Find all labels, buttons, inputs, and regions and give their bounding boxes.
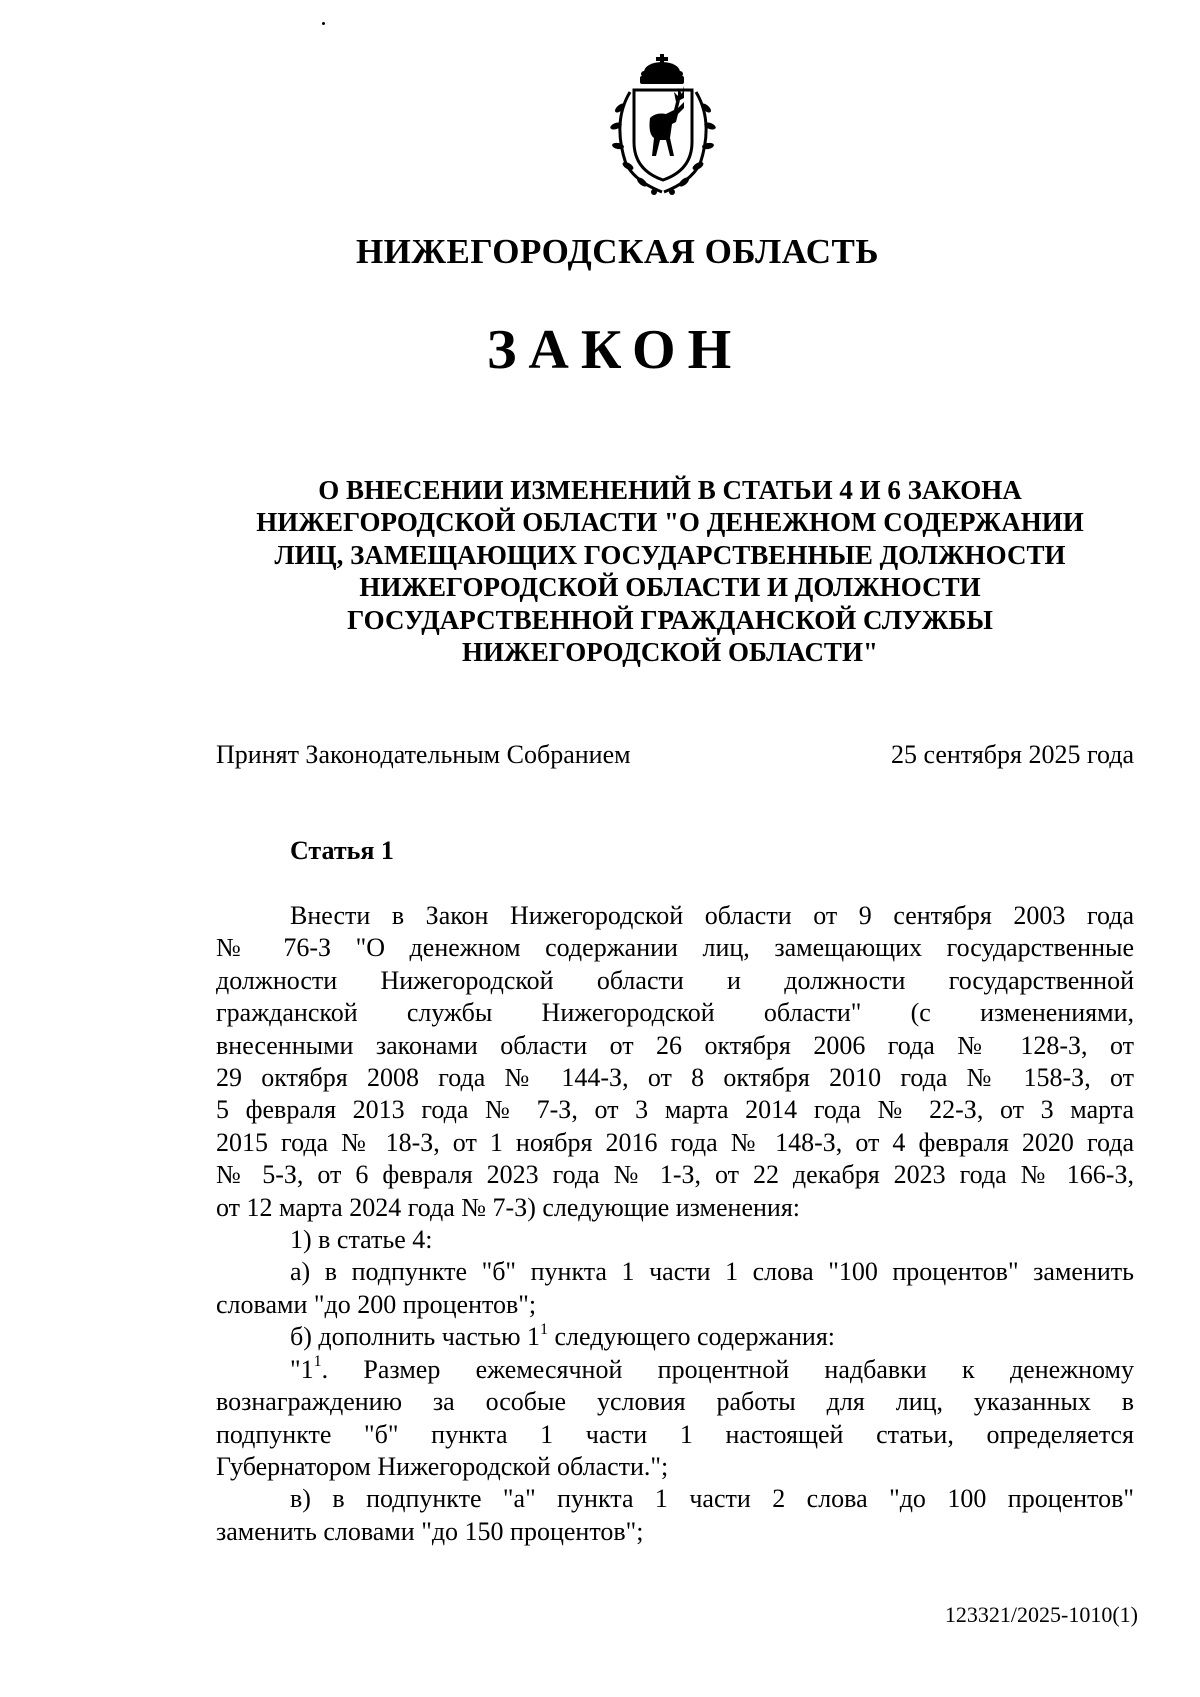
body-line-with-superscript (216, 1354, 1134, 1386)
body-line-part: . Размер ежемесячной процентной надбавки к денежному (321, 1354, 1134, 1384)
body-line-part: следующего содержания: (548, 1322, 836, 1352)
body-line-part: б) дополнить частью 1 (290, 1322, 541, 1352)
adoption-date: 25 сентября 2025 года (890, 740, 1134, 769)
adoption-label: Принят Законодательным Собранием (216, 740, 631, 769)
law-title-line: ГОСУДАРСТВЕННОЙ ГРАЖДАНСКОЙ СЛУЖБЫ (347, 604, 993, 635)
law-title-line: НИЖЕГОРОДСКОЙ ОБЛАСТИ И ДОЛЖНОСТИ (359, 572, 981, 603)
region-name: НИЖЕГОРОДСКАЯ ОБЛАСТЬ (355, 232, 880, 271)
scan-speck (322, 22, 325, 25)
body-line: в) в подпункте "а" пункта 1 части 2 слова "до 100 процентов" (290, 1484, 1134, 1514)
body-line: вознаграждению за особые условия работы для лиц, указанных в (216, 1387, 1134, 1417)
body-line: заменить словами "до 150 процентов"; (216, 1516, 644, 1546)
document-type-heading: ЗАКОН (486, 319, 744, 381)
law-title-line: ЛИЦ, ЗАМЕЩАЮЩИХ ГОСУДАРСТВЕННЫЕ ДОЛЖНОСТИ (274, 539, 1066, 570)
law-title-line: НИЖЕГОРОДСКОЙ ОБЛАСТИ" (462, 637, 878, 668)
document-registration-number: 123321/2025-1010(1) (944, 1602, 1138, 1627)
coat-of-arms-emblem (604, 52, 734, 202)
law-title-line: О ВНЕСЕНИИ ИЗМЕНЕНИЙ В СТАТЬИ 4 И 6 ЗАКОНА (318, 475, 1022, 505)
body-line: внесенными законами области от 26 октября 2006 года № 128-З, от (216, 1030, 1134, 1060)
body-line: а) в подпункте "б" пункта 1 части 1 слова "100 процентов" заменить (290, 1257, 1134, 1287)
body-line: гражданской службы Нижегородской области" (с изменениями, (216, 998, 1134, 1028)
superscript: 1 (313, 1353, 322, 1371)
body-line: 2015 года № 18-З, от 1 ноября 2016 года № 148-З, от 4 февраля 2020 года (216, 1127, 1134, 1157)
superscript: 1 (540, 1321, 549, 1338)
adoption-info (216, 740, 1134, 770)
body-line: № 76-З "О денежном содержании лиц, замещающих государственные (216, 933, 1134, 963)
body-line: от 12 марта 2024 года № 7-З) следующие изменения: (216, 1192, 801, 1222)
law-title (210, 474, 1130, 668)
body-line: должности Нижегородской области и должности государственной (216, 965, 1134, 995)
law-title-line: НИЖЕГОРОДСКОЙ ОБЛАСТИ "О ДЕНЕЖНОМ СОДЕРЖАНИИ (256, 507, 1084, 538)
body-line: 29 октября 2008 года № 144-З, от 8 октября 2010 года № 158-З, от (216, 1063, 1134, 1093)
article-body (216, 900, 1134, 1548)
body-line: словами "до 200 процентов"; (216, 1289, 537, 1319)
body-line: подпункте "б" пункта 1 части 1 настоящей статьи, определяется (216, 1419, 1134, 1449)
body-line: Внести в Закон Нижегородской области от 9 сентября 2003 года (290, 901, 1134, 930)
body-line-with-superscript (216, 1321, 1134, 1353)
body-line-part: "1 (290, 1354, 314, 1384)
article-heading: Статья 1 (290, 836, 394, 865)
body-line: № 5-З, от 6 февраля 2023 года № 1-З, от 22 декабря 2023 года № 166-З, (216, 1160, 1134, 1190)
body-line: Губернатором Нижегородской области."; (216, 1451, 669, 1481)
body-line: 5 февраля 2013 года № 7-З, от 3 марта 2014 года № 22-З, от 3 марта (216, 1095, 1134, 1125)
body-line: 1) в статье 4: (290, 1225, 433, 1255)
